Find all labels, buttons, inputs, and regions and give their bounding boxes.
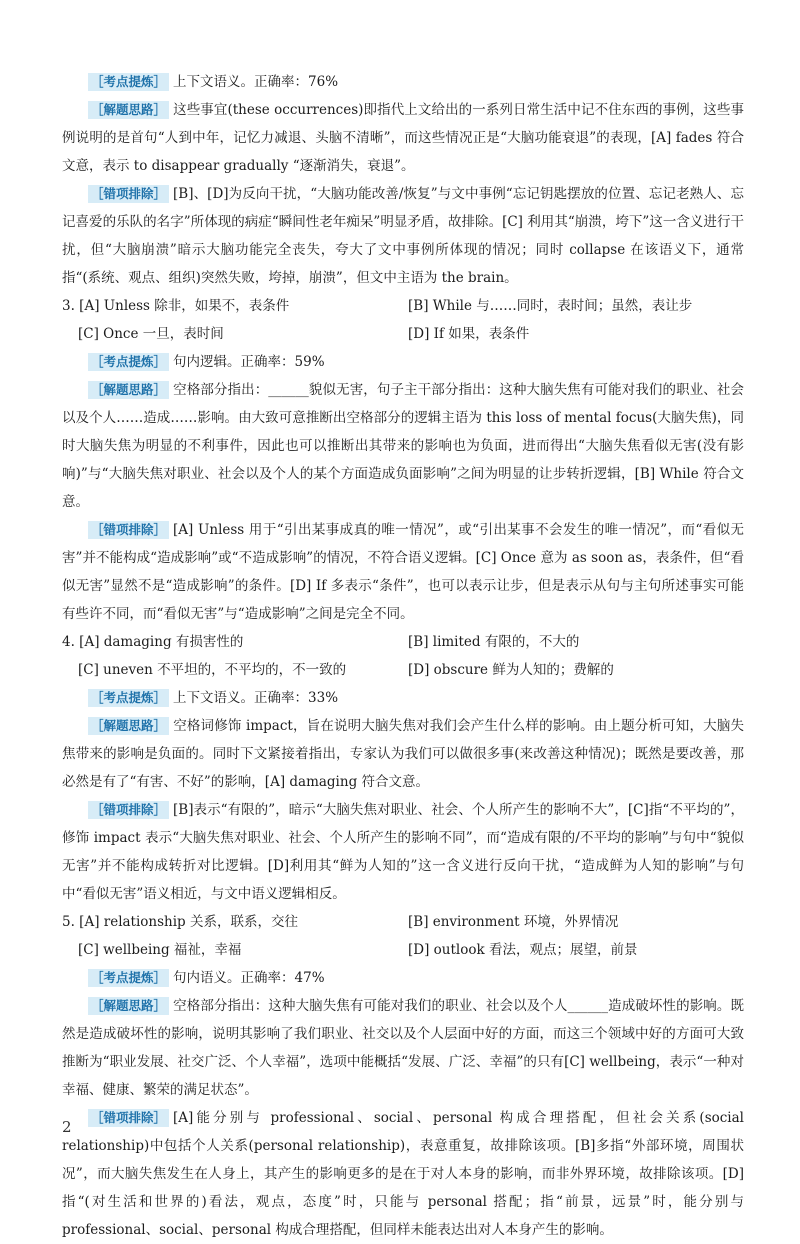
cuoxiang-tag: ［错项排除］ — [88, 1109, 169, 1127]
q3-option-b: [B] While 与……同时，表时间；虽然，表让步 — [408, 298, 693, 314]
q4-option-a: 4. [A] damaging 有损害性的 — [62, 634, 244, 650]
q3-option-a: 3. [A] Unless 除非，如果不，表条件 — [62, 298, 290, 314]
q3-cuoxiang: ［错项排除］ [A] Unless 用于“引出某事成真的唯一情况”，或“引出某事不会发生的唯一情况”，而“看似无害”并不能构成“造成影响”或“不造成影响”的情况，不符合语义逻辑。[C] Once 意为 as soon as，表条件，但“看似无害”显然不是“造成影响”的条件。[D] If 多表示“条件”，也可以表示让步，但是表示从句与主句所述事实可能有些许不同，而“看似无害”与“造成影响”之间是完全不同。 — [62, 522, 744, 622]
q4-cuoxiang: ［错项排除］ [B]表示“有限的”，暗示“大脑失焦对职业、社会、个人所产生的影响不大”，[C]指“不平均的”，修饰 impact 表示“大脑失焦对职业、社会、个人所产生的影响不同”，而“造成有限的/不平均的影响”与句中“貌似无害”并不能构成转折对比逻辑。[D]利用其“鲜为人知的”这一含义进行反向干扰，“造成鲜为人知的影响”与句中“看似无害”语义相近，与文中语义逻辑相反。 — [62, 802, 744, 902]
cuoxiang-tag: ［错项排除］ — [88, 521, 169, 539]
q3-option-d: [D] If 如果，表条件 — [408, 326, 530, 342]
jieti-tag: ［解题思路］ — [88, 717, 169, 735]
q5-kaodian: ［考点提炼］ 句内语义。正确率：47% — [62, 964, 744, 992]
jieti-tag: ［解题思路］ — [88, 101, 169, 119]
q5-jieti: ［解题思路］ 空格部分指出：这种大脑失焦有可能对我们的职业、社会以及个人______造成破坏性的影响。既然是造成破坏性的影响，说明其影响了我们职业、社交以及个人层面中好的方面，而这三个领域中好的方面可大致推断为“职业发展、社交广泛、个人幸福”，选项中能概括“发展、广泛、幸福”的只有[C] wellbeing，表示“一种对幸福、健康、繁荣的满足状态”。 — [62, 998, 744, 1098]
kaodian-tag: ［考点提炼］ — [88, 689, 169, 707]
q5-option-a: 5. [A] relationship 关系，联系，交往 — [62, 914, 298, 930]
q5-option-c: [C] wellbeing 福祉，幸福 — [78, 942, 242, 958]
q5-option-d: [D] outlook 看法，观点；展望，前景 — [408, 942, 638, 958]
jieti-tag: ［解题思路］ — [88, 381, 169, 399]
q4-option-d: [D] obscure 鲜为人知的；费解的 — [408, 662, 614, 678]
s2-jieti: ［解题思路］ 这些事宜(these occurrences)即指代上文给出的一系列日常生活中记不住东西的事例，这些事例说明的是首句“人到中年，记忆力减退、头脑不清晰”，而这些情况正是“大脑功能衰退”的表现，[A] fades 符合文意，表示 to disappear gradually “逐渐消失，衰退”。 — [62, 102, 744, 174]
kaodian-tag: ［考点提炼］ — [88, 969, 169, 987]
kaodian-tag: ［考点提炼］ — [88, 73, 169, 91]
q5-option-b: [B] environment 环境，外界情况 — [408, 914, 619, 930]
kaodian-tag: ［考点提炼］ — [88, 353, 169, 371]
cuoxiang-tag: ［错项排除］ — [88, 801, 169, 819]
q3-options — [62, 292, 744, 348]
q5-cuoxiang: ［错项排除］ [A]能分别与 professional、social、personal 构成合理搭配，但社会关系(social relationship)中包括个人关系(personal relationship)，表意重复，故排除该项。[B]多指“外部环境，周围状况”，而大脑失焦发生在人身上，其产生的影响更多的是在于对人本身的影响，而非外界环境，故排除该项。[D]指“(对生活和世界的)看法，观点，态度”时，只能与 personal 搭配；指“前景，远景”时，能分别与 professional、social、personal 构成合理搭配，但同样未能表达出对人本身产生的影响。 — [62, 1110, 744, 1238]
q5-options — [62, 908, 744, 964]
page-number: 2 — [62, 1118, 72, 1136]
q4-kaodian: ［考点提炼］ 上下文语义。正确率：33% — [62, 684, 744, 712]
q4-option-b: [B] limited 有限的，不大的 — [408, 634, 580, 650]
jieti-tag: ［解题思路］ — [88, 997, 169, 1015]
s2-cuoxiang: ［错项排除］ [B]、[D]为反向干扰，“大脑功能改善/恢复”与文中事例“忘记钥匙摆放的位置、忘记老熟人、忘记喜爱的乐队的名字”所体现的病症“瞬间性老年痴呆”明显矛盾，故排除。[C] 利用其“崩溃，垮下”这一含义进行干扰，但“大脑崩溃”暗示大脑功能完全丧失，夸大了文中事例所体现的情况；同时 collapse 在该语义下，通常指“(系统、观点、组织)突然失败，垮掉，崩溃”，但文中主语为 the brain。 — [62, 186, 744, 286]
q3-jieti: ［解题思路］ 空格部分指出：______貌似无害，句子主干部分指出：这种大脑失焦有可能对我们的职业、社会以及个人……造成……影响。由大致可意推断出空格部分的逻辑主语为 this loss of mental focus(大脑失焦)，同时大脑失焦为明显的不利事件，因此也可以推断出其带来的影响也为负面，进而得出“大脑失焦看似无害(没有影响)”与“大脑失焦对职业、社会以及个人的某个方面造成负面影响”之间为明显的让步转折逻辑，[B] While 符合文意。 — [62, 382, 744, 510]
q4-options — [62, 628, 744, 684]
cuoxiang-tag: ［错项排除］ — [88, 185, 169, 203]
q4-jieti: ［解题思路］ 空格词修饰 impact，旨在说明大脑失焦对我们会产生什么样的影响。由上题分析可知，大脑失焦带来的影响是负面的。同时下文紧接着指出，专家认为我们可以做很多事(来改善这种情况)；既然是要改善，那必然是有了“有害、不好”的影响，[A] damaging 符合文意。 — [62, 718, 744, 790]
s2-kaodian: ［考点提炼］ 上下文语义。正确率：76% — [62, 68, 744, 96]
q3-option-c: [C] Once 一旦，表时间 — [78, 326, 224, 342]
q4-option-c: [C] uneven 不平坦的，不平均的，不一致的 — [78, 662, 347, 678]
q3-kaodian: ［考点提炼］ 句内逻辑。正确率：59% — [62, 348, 744, 376]
